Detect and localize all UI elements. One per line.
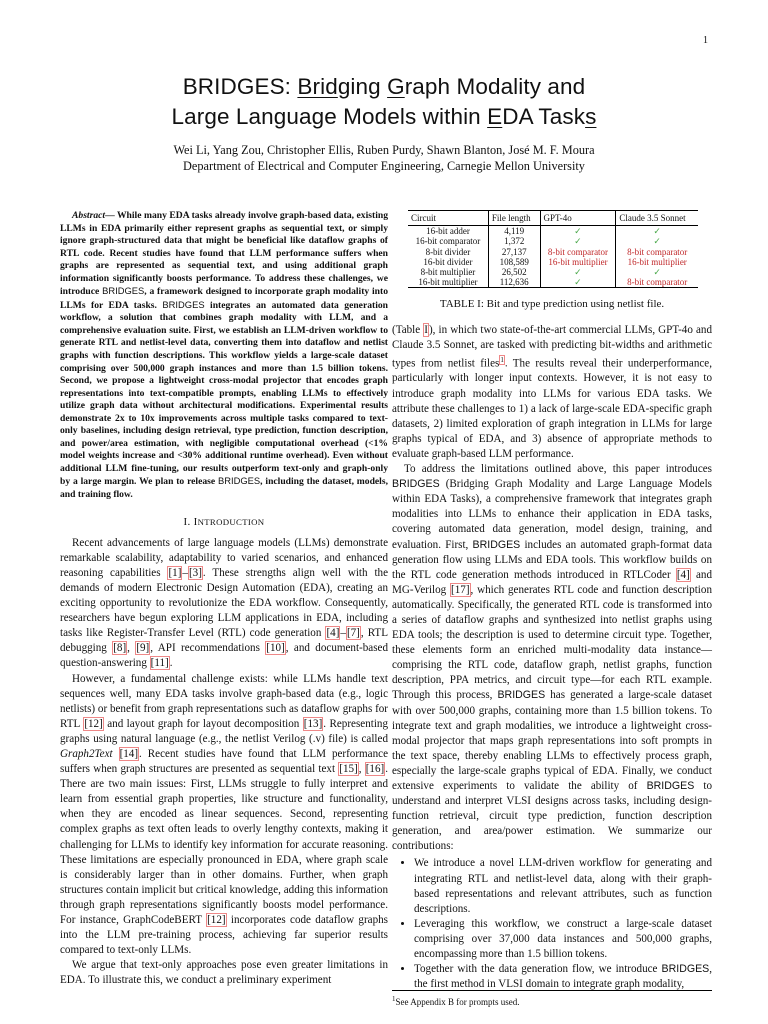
citation-link[interactable]: [10] [266, 642, 285, 655]
table-row [408, 277, 698, 288]
body-text: and layout graph for layout decomposition [103, 717, 303, 730]
table-cell: ✓ [540, 267, 616, 277]
citation-link[interactable]: [8] [113, 642, 127, 655]
section-title: I [193, 515, 198, 528]
body-text: Together with the data generation flow, we introduce [414, 963, 662, 976]
table-cell: 8-bit comparator [616, 247, 698, 257]
table-caption: TABLE I: Bit and type prediction using netlist file. [439, 298, 665, 311]
table-cell: 8-bit comparator [616, 277, 698, 288]
table-cell: 27,137 [488, 247, 540, 257]
table-cell: ✓ [540, 277, 616, 288]
citation-link[interactable]: [11] [150, 657, 169, 670]
body-text: , [358, 763, 365, 776]
body-text: and MG-Verilog [392, 568, 712, 596]
list-item: • We introduce a novel LLM-driven workflow for generating and integrating RTL and netlist-level data, along with their graph-based representations and relevant attributes, such as function descriptions. [414, 856, 712, 916]
title-text: Brid [297, 74, 338, 99]
footnote-link[interactable]: 1 [500, 355, 504, 364]
body-text: , and document-based question-answering [60, 642, 389, 670]
framework-name: BRIDGES [162, 298, 205, 310]
body-text: ), in which two state-of-the-art commercial LLMs, GPT-4o and Claude 3.5 Sonnet, are tasked with predicting bit-widths and arithmetic types from netlist files [392, 323, 712, 370]
table-cell: 16-bit adder [426, 226, 470, 237]
framework-name: BRIDGES [497, 689, 546, 702]
table-cell: 8-bit multiplier [420, 267, 476, 278]
framework-name: BRIDGES [392, 478, 440, 491]
table-row [408, 267, 698, 277]
body-text: To address the limitations outlined above, this paper introduces [404, 463, 712, 476]
table-cell: ✓ [616, 267, 698, 277]
citation-link[interactable]: [9] [136, 642, 150, 655]
citation-link[interactable]: [4] [676, 568, 690, 581]
body-text: – [340, 627, 346, 640]
title-text: DA Task [502, 104, 586, 129]
list-item [414, 962, 712, 992]
abstract-text: — While many EDA tasks already involve graph-based data, existing LLMs in EDA primarily either represent graphs as sequential text, or simply ignore graph-structured data that might be beneficial like dataflow graphs of RTL code. Recent studies have found that LLM performance suffers when graphs are represented as sequential text, and using additional graph information significantly boosts performance. To address these challenges, we introduce [60, 210, 388, 298]
table-header: GPT-4o [540, 211, 616, 226]
title-text: G [387, 74, 405, 99]
results-table [408, 210, 698, 288]
table-cell: ✓ [616, 236, 698, 246]
table-cell: 1,372 [488, 236, 540, 246]
table-cell: ✓ [540, 236, 616, 246]
abstract [60, 210, 388, 502]
framework-name: BRIDGES [661, 963, 710, 976]
body-text: incorporates code dataflow graphs into the LLM pre-training process, achieving far superior results compared to text-only LLMs. [60, 914, 388, 957]
table-cell: 8-bit comparator [540, 247, 616, 257]
body-text: , which generates RTL code and function description automatically. Specifically, the generated RTL code is transformed into a series of dataflow graphs and synthesized into netlist graphs using EDA tools; the description is used to determine circuit type. Together, these elements form an enriched multi-modality data instance—comprising the RTL code, dataflow graph, netlist graphs, function description, PPA metrics, and circuit type—for each RTL example. Through this process, [392, 583, 712, 702]
abstract-text: , including the dataset, models, and training flow. [60, 476, 388, 501]
table-cell: 108,589 [488, 257, 540, 267]
body-text: . Recent studies have found that LLM performance suffers when graph structures are presented as sequential text [60, 747, 388, 776]
table-cell: 16-bit divider [423, 256, 473, 267]
body-text: to understand and interpret VLSI designs across tasks, including design-function retrieval, circuit type prediction, function description generation, and area/power estimation. We summarize our contributions: [392, 780, 712, 853]
footnote [392, 990, 712, 1007]
body-paragraph [392, 323, 712, 463]
body-text: . [169, 657, 173, 670]
title-text: s [585, 104, 597, 129]
contributions-list [392, 856, 712, 992]
table-cell: 26,502 [488, 267, 540, 277]
table-row [408, 236, 698, 246]
body-text: . These strengths align well with the demands of modern Electronic Design Automation (EDA), creating an exciting opportunity to revolutionize the EDA workflow. Consequently, researchers have begun exploring LLM applications in EDA, including tasks like Register-Transfer Level (RTL) code generation [60, 566, 388, 640]
citation-link[interactable]: [14] [119, 747, 139, 760]
paper-title [0, 72, 768, 132]
citation-link[interactable]: [16] [365, 763, 385, 776]
table-cell: ✓ [616, 226, 698, 237]
body-text: includes an automated graph-format data generation flow using LLMs and EDA tools. This workflow builds on the RTL code generation methods introduced in RTLCoder [392, 538, 712, 581]
page-number: 1 [703, 35, 708, 46]
citation-link[interactable]: [4] [326, 627, 340, 640]
citation-link[interactable]: [12] [84, 717, 103, 730]
citation-link[interactable]: [15] [339, 763, 358, 776]
abstract-text: , a framework designed to incorporate graph modality into LLMs for EDA tasks. [60, 286, 388, 311]
body-text: Recent advancements of large language models (LLMs) demonstrate remarkable scalability, adaptability to varied scenarios, and enhanced reasoning capabilities [60, 536, 388, 579]
title-text: E [487, 104, 503, 129]
body-text: . The results reveal their underperformance, particularly with longer input contexts. However, it is not easy to introduce graph modality into LLMs for various EDA tasks. We attribute these challenges to 1) a lack of large-scale EDA-specific graph datasets, 2) limited exploration of graph integration in LLMs for large graphs typical of EDA, and 3) absence of appropriate methods to evaluate graph-based LLM performance. [392, 357, 712, 460]
framework-name: BRIDGES [217, 475, 261, 487]
citation-link[interactable]: [1] [168, 566, 182, 579]
body-text: However, a fundamental challenge exists: while LLMs handle text sequences well, many EDA tasks involve graph-based data (e.g., logic netlists) or benefit from graph representations such as dataflow graphs for RTL [60, 672, 388, 730]
abstract-label: Abstract [72, 210, 106, 221]
body-text: , RTL debugging [60, 627, 388, 655]
right-column [392, 210, 712, 992]
body-text: , API recommendations [150, 642, 266, 655]
footnote-text: See Appendix B for prompts used. [395, 997, 520, 1007]
body-text: (Bridging Graph Modality and Large Language Models within EDA Tasks), a comprehensive framework that integrates graph modalities into LLMs to enhance their application in EDA tasks, covering automated data generation, model design, training, and evaluation. First, [392, 478, 712, 551]
author-block [0, 142, 768, 174]
citation-link[interactable]: [12] [207, 914, 226, 927]
left-column [60, 210, 388, 988]
table-header: Claude 3.5 Sonnet [616, 211, 698, 226]
body-text: – [182, 566, 188, 579]
citation-link[interactable]: [3] [188, 566, 202, 579]
section-heading-introduction [60, 515, 388, 530]
body-text: , [127, 642, 136, 655]
title-text: ging [337, 74, 388, 99]
intro-paragraph [60, 536, 388, 672]
abstract-text: integrates an automated data generation workflow, a solution that combines graph modality with LLM, and a comprehensive evaluation suite. First, we establish an LLM-driven workflow to generate RTL and netlist-level data, converting them into dataflow and netlist graphs with function descriptions. This workflow yields a large-scale dataset comprising over 500,000 graph instances and more than 1.5 billion tokens. Second, we propose a lightweight cross-modal projector that encodes graph representations into text-compatible prompts, enabling LLMs to effectively utilize graph data without architectural modifications. Experimental results demonstrate 2x to 10x improvements across multiple tasks compared to text-only baselines, including design retrieval, type prediction, function description, and power/area estimation, with negligible computational overhead (<1% model weights increase and <30% additional runtime overhead). Even without additional LLM fine-tuning, our results outperform text-only and graph-only by a large margin. We plan to release [60, 299, 388, 488]
table-cell: 8-bit divider [425, 246, 471, 257]
framework-name: BRIDGES [472, 538, 521, 551]
table-header: Circuit [408, 211, 488, 226]
citation-link[interactable]: [17] [451, 583, 470, 596]
table-cell: 4,119 [488, 226, 540, 237]
body-text: (Table [392, 323, 424, 336]
framework-name: BRIDGES [646, 780, 695, 793]
title-text: raph Modality and [404, 74, 586, 99]
table-header-row [408, 211, 698, 226]
body-text: . There are two main issues: First, LLMs struggle to fully interpret and learn from essential graph properties, like structure and functionality, when they are encoded as linear sequences. Second, representing complex graphs as text often leads to overly lengthy contexts, making it challenging for LLMs to identify key information for accurate reasoning. These limitations are especially pronounced in EDA, where graph scale is considerably larger than in other domains. Further, when graph structures contain implicit but critical knowledge, adding this information through graph representations significantly boosts model performance. For instance, GraphCodeBERT [60, 763, 388, 927]
framework-name: BRIDGES [102, 285, 145, 297]
title-text: Large Language Models within [171, 104, 488, 129]
table-cell: 16-bit multiplier [540, 257, 616, 267]
body-paragraph [392, 462, 712, 854]
table-cell: 16-bit comparator [415, 236, 481, 247]
list-item: • Leveraging this workflow, we construct a large-scale dataset comprising over 37,000 data instances and 500,000 graphs, encompassing more than 1.5 billion tokens. [414, 917, 712, 962]
section-number: I. [183, 515, 194, 528]
table-cell: 16-bit multiplier [616, 257, 698, 267]
table-row [408, 247, 698, 257]
table-cell: ✓ [540, 226, 616, 237]
citation-link[interactable]: [13] [303, 717, 323, 730]
table-row [408, 226, 698, 237]
table-row [408, 257, 698, 267]
table-cell: 112,636 [488, 277, 540, 288]
table-ref-link[interactable]: I [424, 323, 428, 336]
body-text: . Representing graphs using natural language (e.g., the netlist Verilog (.v) file) is called [60, 717, 389, 745]
body-text: , the first method in VLSI domain to integrate graph modality, [414, 963, 712, 991]
table-header: File length [488, 211, 540, 226]
body-text [113, 748, 119, 760]
footnote-mark: 1 [392, 995, 396, 1003]
intro-paragraph [60, 672, 388, 959]
intro-paragraph: We argue that text-only approaches pose even greater limitations in EDA. To illustrate this, we conduct a preliminary experiment [60, 959, 388, 987]
citation-link[interactable]: [7] [346, 627, 360, 640]
title-text: BRIDGES: [182, 74, 298, 99]
author-list: Wei Li, Yang Zou, Christopher Ellis, Ruben Purdy, Shawn Blanton, José M. F. Moura [173, 143, 595, 157]
body-text: has generated a large-scale dataset with over 500,000 graphs, containing more than 1.5 billion tokens. To integrate text and graph modalities, we introduce a lightweight cross-modal projector that maps graph representations into soft prompts in the text space, thereby enabling LLMs to effectively process graph, especially the large-scale graphs typical of EDA. Finally, we conduct extensive experiments to validate the ability of [392, 689, 712, 793]
table-cell: 16-bit multiplier [408, 277, 488, 288]
section-title: NTRODUCTION [197, 516, 265, 527]
affiliation: Department of Electrical and Computer Engineering, Carnegie Mellon University [183, 159, 585, 173]
term-graph2text: Graph2Text [60, 747, 113, 760]
